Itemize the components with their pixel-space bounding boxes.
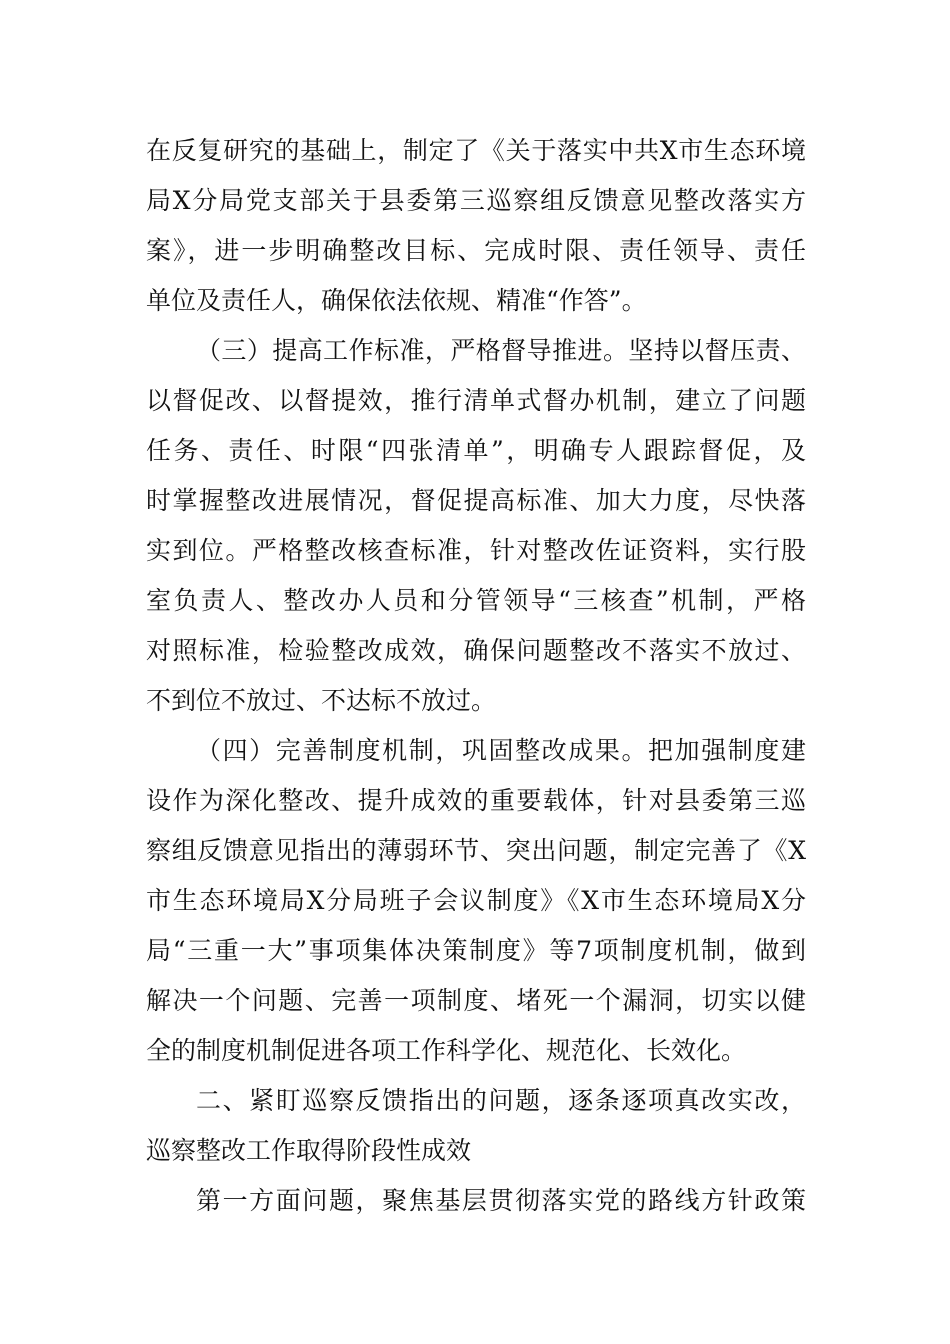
text-line: 在反复研究的基础上，制定了《关于落实中共X市生态环境 [146, 136, 806, 165]
paragraph-heading-4: （四）完善制度机制，巩固整改成果。把加强制度建 [196, 736, 806, 765]
section-heading-continued: 巡察整改工作取得阶段性成效 [146, 1136, 472, 1165]
text-line: 察组反馈意见指出的薄弱环节、突出问题，制定完善了《X [146, 836, 806, 865]
text-line: 解决一个问题、完善一项制度、堵死一个漏洞，切实以健 [146, 986, 806, 1015]
text-line: 任务、责任、时限“四张清单”，明确专人跟踪督促，及 [146, 436, 806, 465]
text-line: 以督促改、以督提效，推行清单式督办机制，建立了问题 [146, 386, 806, 415]
text-line: 室负责人、整改办人员和分管领导“三核查”机制，严格 [146, 586, 806, 615]
text-line: 实到位。严格整改核查标准，针对整改佐证资料，实行股 [146, 536, 806, 565]
text-line: 设作为深化整改、提升成效的重要载体，针对县委第三巡 [146, 786, 806, 815]
text-line: 单位及责任人，确保依法依规、精准“作答”。 [146, 286, 647, 315]
paragraph-heading-3: （三）提高工作标准，严格督导推进。坚持以督压责、 [196, 336, 806, 365]
text-line: 全的制度机制促进各项工作科学化、规范化、长效化。 [146, 1036, 747, 1065]
text-line: 局“三重一大”事项集体决策制度》等7项制度机制，做到 [146, 936, 806, 965]
text-line: 不到位不放过、不达标不放过。 [146, 686, 497, 715]
text-line: 第一方面问题，聚焦基层贯彻落实党的路线方针政策 [196, 1186, 806, 1215]
section-heading: 二、紧盯巡察反馈指出的问题，逐条逐项真改实改， [196, 1086, 806, 1115]
text-line: 对照标准，检验整改成效，确保问题整改不落实不放过、 [146, 636, 806, 665]
text-line: 案》，进一步明确整改目标、完成时限、责任领导、责任 [146, 236, 806, 265]
text-line: 市生态环境局X分局班子会议制度》《X市生态环境局X分 [146, 886, 806, 915]
text-line: 时掌握整改进展情况，督促提高标准、加大力度，尽快落 [146, 486, 806, 515]
text-line: 局X分局党支部关于县委第三巡察组反馈意见整改落实方 [146, 186, 806, 215]
